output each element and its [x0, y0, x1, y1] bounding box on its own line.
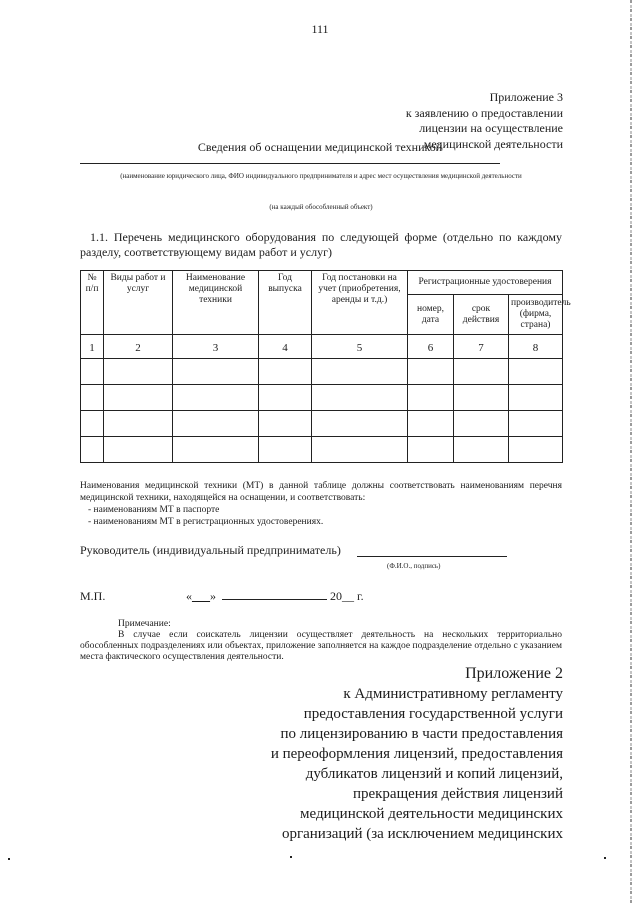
column-number: 1 [81, 335, 104, 359]
annex-2-header [271, 664, 563, 844]
empty-table-row [81, 411, 563, 437]
header-no: № п/п [81, 271, 104, 335]
column-number: 3 [173, 335, 259, 359]
annex-3-line: к заявлению о предоставлении [405, 105, 563, 120]
signature-caption: (Ф.И.О., подпись) [387, 562, 441, 570]
remark-title: Примечание: [118, 619, 171, 629]
annex-2-line: предоставления государственной услуги [303, 706, 563, 722]
remark-block [80, 619, 562, 663]
org-caption: (наименование юридического лица, ФИО индивидуального предпринимателя и адрес мест осуществления медицинской деятельности [120, 172, 522, 180]
annex-2-line: по лицензированию в части предоставления [280, 726, 563, 742]
page-number: 111 [311, 22, 329, 36]
header-cert-maker: производитель (фирма, страна) [509, 295, 563, 335]
annex-2-line: медицинской деятельности медицинских [300, 806, 563, 822]
date-open-quote: « [186, 589, 192, 603]
site-caption: (на каждый обособленный объект) [269, 203, 373, 211]
date-day-blank: ___ [192, 589, 210, 603]
column-number: 4 [259, 335, 312, 359]
column-number-row [81, 335, 563, 359]
scan-speck [8, 858, 10, 860]
header-certificates: Регистрационные удостоверения [408, 271, 563, 295]
seal-place: М.П. [80, 589, 106, 603]
note-item: - наименованиям МТ в паспорте [88, 505, 220, 515]
header-registration-year: Год постановки на учет (приобретения, аренды и т.д.) [312, 271, 408, 335]
column-number: 5 [312, 335, 408, 359]
header-equipment-name: Наименование медицинской техники [173, 271, 259, 335]
header-work: Виды работ и услуг [104, 271, 173, 335]
column-number: 6 [408, 335, 454, 359]
annex-2-line: прекращения действия лицензий [352, 786, 563, 802]
date-year-suffix: __ г. [342, 589, 364, 603]
note-item: - наименованиям МТ в регистрационных удостоверениях. [88, 517, 324, 527]
header-cert-term: срок действия [454, 295, 509, 335]
scan-edge-border [630, 0, 632, 905]
annex-3-line: Приложение 3 [489, 90, 563, 104]
document-title: Сведения об оснащении медицинской техникой [197, 140, 443, 154]
column-number: 7 [454, 335, 509, 359]
empty-table-row [81, 385, 563, 411]
header-year: Год выпуска [259, 271, 312, 335]
annex-2-line: и переоформления лицензий, предоставления [270, 746, 563, 762]
annex-3-line: лицензии на осуществление [419, 121, 563, 135]
date-close-quote: » [210, 589, 216, 603]
date-line [186, 589, 364, 604]
annex-2-line: Приложение 2 [465, 665, 563, 682]
scan-speck [604, 857, 606, 859]
note-text: Наименования медицинской техники (МТ) в данной таблице должны соответствовать наименованиям перечня медицинской техники, находящейся на оснащении, и соответствовать: [80, 481, 562, 503]
annex-2-line: дубликатов лицензий и копий лицензий, [305, 766, 563, 782]
column-number: 2 [104, 335, 173, 359]
date-year: 20 [330, 589, 342, 603]
empty-table-row [81, 359, 563, 385]
signature-line [357, 556, 507, 557]
org-name-line [80, 163, 500, 164]
intro-paragraph: 1.1. Перечень медицинского оборудования по следующей форме (отдельно по каждому разделу, соответствующему видам работ и услуг) [80, 230, 562, 259]
empty-table-row [81, 437, 563, 463]
annex-2-line: организаций (за исключением медицинских [281, 826, 563, 842]
annex-3-line: медицинской деятельности [423, 136, 563, 151]
annex-2-line: к Административному регламенту [343, 686, 563, 702]
equipment-naming-note [80, 480, 562, 528]
head-signature-label: Руководитель (индивидуальный предприниматель) [80, 543, 341, 557]
equipment-table [80, 270, 571, 463]
date-month-blank [222, 589, 327, 600]
remark-text: В случае если соискатель лицензии осуществляет деятельность на нескольких территориально обособленных подразделениях или объектах, приложение заполняется на каждое подразделение отдельно с указанием места фактического осуществления деятельности. [80, 630, 562, 662]
scan-speck [290, 856, 292, 858]
column-number: 8 [509, 335, 563, 359]
header-cert-number: номер, дата [408, 295, 454, 335]
table-header-row [81, 271, 563, 295]
